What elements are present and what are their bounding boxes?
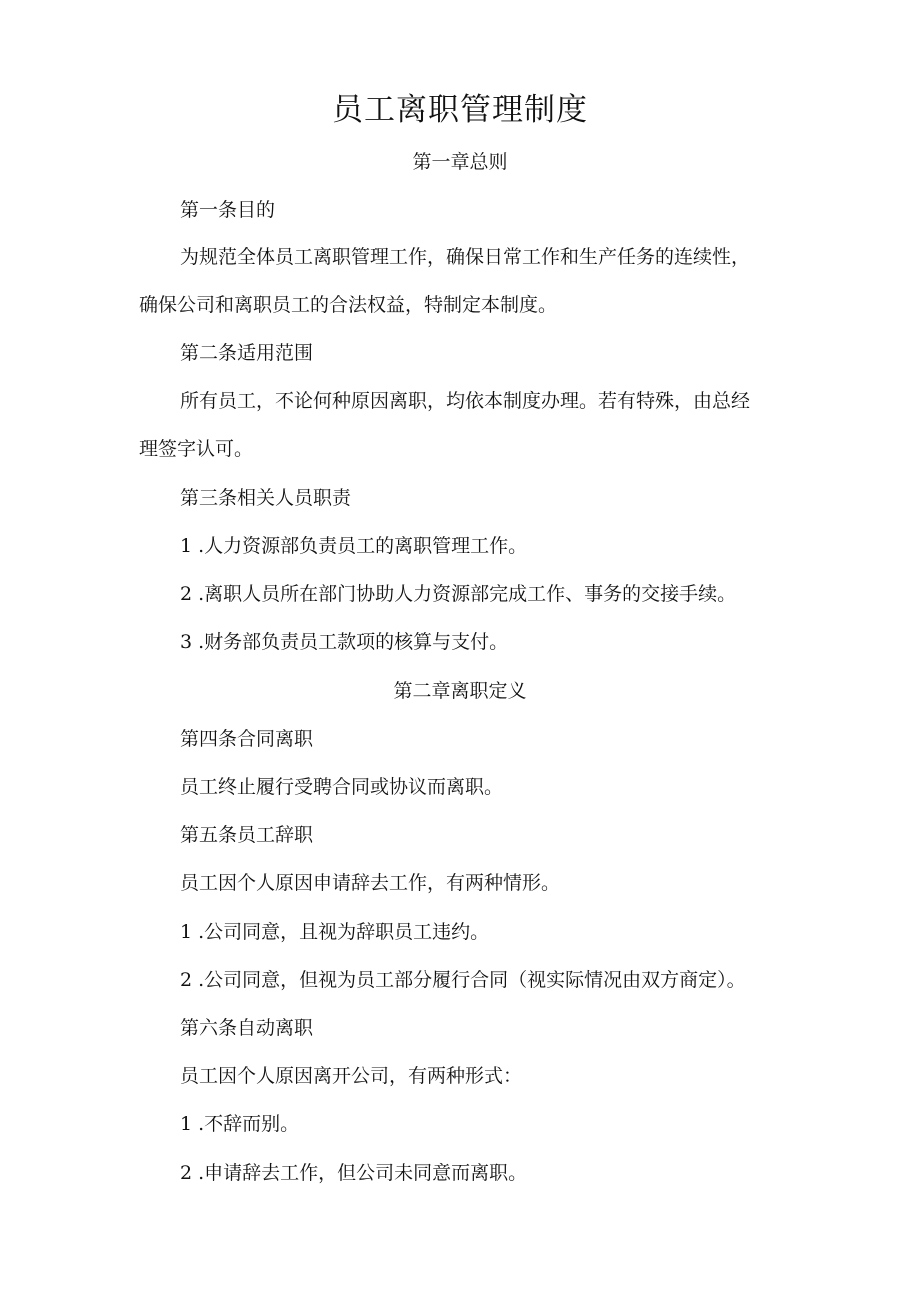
list-item: 3 .财务部负责员工款项的核算与支付。	[180, 631, 509, 653]
article-4-body: 员工终止履行受聘合同或协议而离职。	[180, 776, 504, 798]
list-item: 2 .公司同意，但视为员工部分履行合同（视实际情况由双方商定）。	[180, 969, 746, 991]
article-heading-1: 第一条目的	[180, 199, 276, 221]
article-heading-6: 第六条自动离职	[180, 1017, 314, 1039]
article-6-body: 员工因个人原因离开公司，有两种形式：	[180, 1065, 523, 1087]
article-heading-2: 第二条适用范围	[180, 342, 314, 364]
article-1-body-line-2: 确保公司和离职员工的合法权益，特制定本制度。	[139, 294, 558, 316]
chapter-heading-2: 第二章离职定义	[393, 680, 527, 702]
article-1-body-line-1: 为规范全体员工离职管理工作，确保日常工作和生产任务的连续性，	[180, 246, 751, 268]
article-heading-5: 第五条员工辞职	[180, 824, 314, 846]
list-item: 1 .公司同意，且视为辞职员工违约。	[180, 921, 490, 943]
document-title: 员工离职管理制度	[332, 92, 588, 128]
article-2-body-line-2: 理签字认可。	[139, 438, 254, 460]
list-item: 1 .不辞而别。	[180, 1113, 300, 1135]
article-5-body: 员工因个人原因申请辞去工作，有两种情形。	[180, 872, 561, 894]
chapter-heading-1: 第一章总则	[412, 151, 508, 173]
list-item: 2 .离职人员所在部门协助人力资源部完成工作、事务的交接手续。	[180, 583, 737, 605]
list-item: 2 .申请辞去工作，但公司未同意而离职。	[180, 1162, 528, 1184]
article-heading-4: 第四条合同离职	[180, 728, 314, 750]
article-2-body-line-1: 所有员工，不论何种原因离职，均依本制度办理。若有特殊，由总经	[180, 390, 751, 412]
list-item: 1 .人力资源部负责员工的离职管理工作。	[180, 535, 528, 557]
article-heading-3: 第三条相关人员职责	[180, 487, 352, 509]
